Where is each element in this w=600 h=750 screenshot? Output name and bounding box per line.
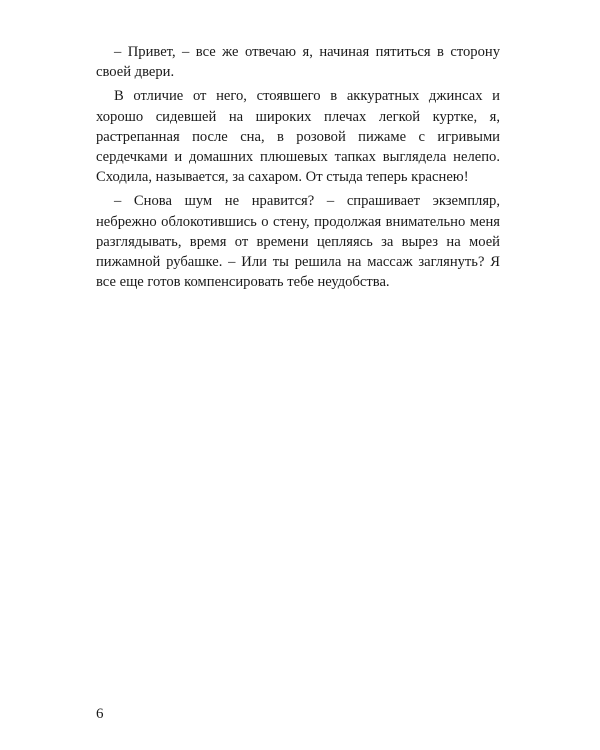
paragraph: В отличие от него, стоявшего в аккуратных джинсах и хорошо сидевшей на широких плечах легкой куртке, я, растрепанная после сна, в розовой пижаме с игривыми сердечками и домашних плюшевых тапках выглядела нелепо. Сходила, называется, за сахаром. От стыда теперь краснею! <box>96 88 500 186</box>
paragraph: – Привет, – все же отвечаю я, начиная пятиться в сторону своей двери. <box>96 44 500 81</box>
page-body <box>96 42 500 296</box>
paragraph: – Снова шум не нравится? – спрашивает экземпляр, небрежно облокотившись о стену, продолжая внимательно меня разглядывать, время от времени цепляясь за вырез на моей пижамной рубашке. – Или ты решила на массаж заглянуть? Я все еще готов компенсировать тебе неудобства. <box>96 193 500 291</box>
page-number: 6 <box>96 706 104 722</box>
